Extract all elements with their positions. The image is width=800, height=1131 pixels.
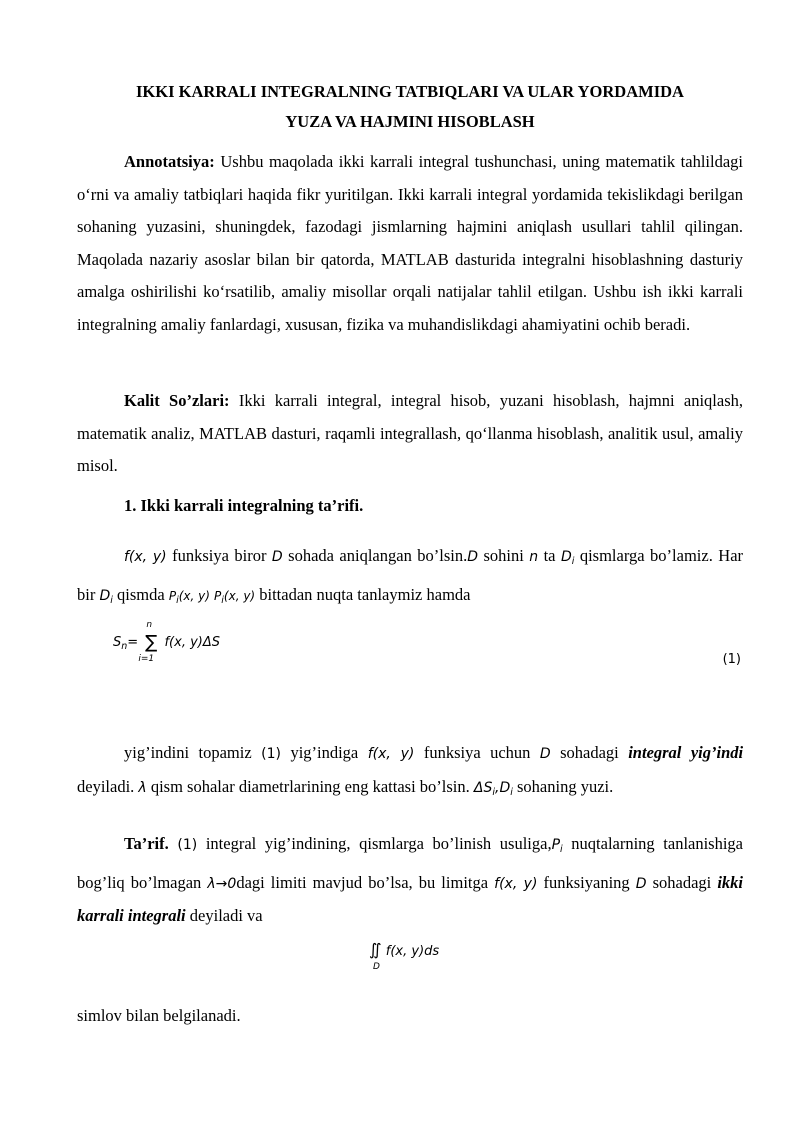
- double-integral-symbol: ∬ D: [369, 940, 382, 972]
- formula-lhs: $S_n$: [113, 635, 128, 652]
- formula-body: f(x, y)ds: [385, 944, 440, 959]
- definition-paragraph-1: [77, 540, 743, 617]
- math-D: D: [467, 549, 479, 565]
- math-f-xy: f(x, y): [124, 549, 167, 565]
- formula-body: f(x, y)ΔS: [164, 635, 221, 650]
- equation-ref: (1): [261, 746, 281, 762]
- math-n: n: [529, 549, 539, 565]
- closing-paragraph: simlov bilan belgilanadi.: [77, 1006, 241, 1025]
- abstract-label: Annotatsiya:: [124, 152, 215, 171]
- abstract-paragraph: [77, 146, 743, 341]
- term-double-integral: ikki karrali integrali: [77, 872, 744, 925]
- sum-symbol: n ∑ i=1: [138, 620, 158, 664]
- definition-paragraph-3: Ta’rif. (1) integral yig’indining, qismlarga bo’linish $usuliga,P_i$ nuqtalarning tanlanishiga bog’liq bo’lmagan λ→0dagi limiti mavjud bo’lsa, bu limitga f(x, y) funksiyaning D sohadagi ikki karrali integrali deyiladi va: [77, 834, 744, 925]
- title-line-1: IKKI KARRALI INTEGRALNING TATBIQLARI VA ULAR YORDAMIDA: [136, 82, 684, 101]
- math-f-xy: f(x, y): [494, 875, 538, 892]
- definition-label: Ta’rif.: [124, 834, 169, 853]
- math-lambda: λ: [138, 779, 147, 796]
- term-integral-sum: integral yig’indi: [628, 743, 744, 762]
- text: funksiya biror: [172, 546, 267, 565]
- title-line-2: YUZA VA HAJMINI HISOBLASH: [285, 112, 535, 131]
- equation-ref: (1): [177, 837, 198, 853]
- keywords-paragraph: [77, 385, 743, 483]
- text: sohini: [483, 546, 524, 565]
- math-Pi: $P_i(x$, y): [214, 588, 256, 606]
- math-Pi: $P_i$: [551, 837, 563, 855]
- section-heading: 1. Ikki karrali integralning ta’rifi.: [124, 496, 364, 515]
- math-D: D: [271, 549, 283, 565]
- text: qismlarga bo’lamiz. Har bir: [77, 546, 744, 604]
- math-Di: $D_i$: [560, 549, 575, 567]
- text: ta: [543, 546, 556, 565]
- text: qismda: [117, 584, 165, 604]
- equation-number: (1): [722, 652, 741, 667]
- definition-paragraph-2: yig’indini topamiz (1) yig’indiga f(x, y) funksiya uchun D sohadagi integral yig’indi deyiladi. λ qism sohalar diametrlarining eng kattasi bo’lsin. $\Delta S_i,D_i$ sohaning yuzi.: [77, 743, 744, 798]
- keywords-text: Ikki karrali integral, integral hisob, yuzani hisoblash, hajmni aniqlash, matematik analiz, MATLAB dasturi, raqamli integrallash, qo‘llanma hisoblash, analitik usul, amaliy misol.: [77, 391, 743, 475]
- math-limit: λ→0: [207, 875, 237, 892]
- math-D: D: [635, 875, 647, 892]
- text: sohada aniqlangan bo’lsin.: [288, 546, 468, 565]
- abstract-text: Ushbu maqolada ikki karrali integral tushunchasi, uning matematik tahlildagi o‘rni va amaliy tatbiqlari haqida fikr yuritilgan. Ikki karrali integral yordamida tekislikdagi berilgan sohaning yuzasini, shuningdek, fazodagi jismlarning hajmini aniqlash usullari tahlil qilingan. Maqolada nazariy asoslar bilan bir qatorda, MATLAB dasturida integralni hisoblashning dasturiy amalga oshirilishi ko‘rsatilib, amaliy misollar orqali natijalar tahlil etilgan. Ushbu ish ikki karrali integralning amaliy fanlardagi, xususan, fizika va muhandislikdagi ahamiyatini ochib beradi.: [77, 152, 744, 334]
- text: bittadan nuqta tanlaymiz hamda: [259, 584, 471, 604]
- math-Pi: $P_i(x$, y): [168, 588, 210, 606]
- math-D: D: [539, 746, 551, 762]
- keywords-label: Kalit So’zlari:: [124, 391, 230, 410]
- formula-double-integral: [369, 940, 440, 972]
- article-title: [77, 77, 743, 137]
- math-dSi-Di: $\Delta S_i,D_i$: [473, 779, 513, 798]
- formula-integral-sum: $S_n=$ n ∑ i=1 f(x, y)ΔS: [113, 620, 221, 664]
- math-Di: $D_i$: [99, 587, 113, 606]
- math-f-xy: f(x, y): [367, 746, 415, 762]
